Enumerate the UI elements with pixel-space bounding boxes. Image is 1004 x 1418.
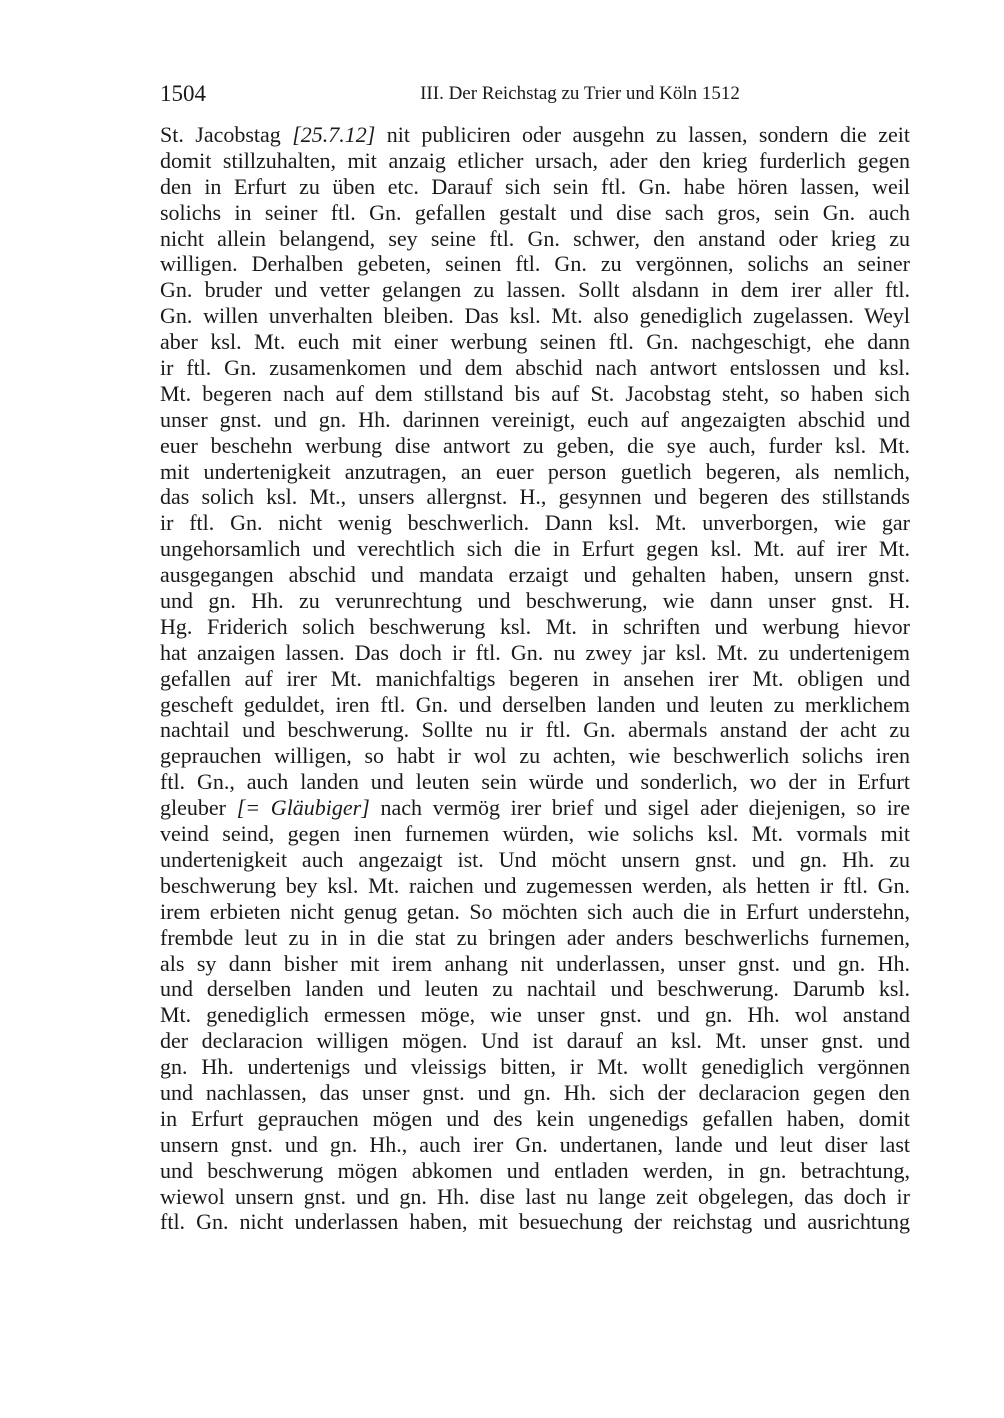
line-text: das solich ksl. Mt., unsers allergnst. H., gesynnen und begeren des stillstands bbox=[160, 484, 910, 510]
line-text: nach vermög irer brief und sigel ader diejenigen, so ire bbox=[369, 795, 911, 821]
line-text: unsern gnst. und gn. Hh., auch irer Gn. undertanen, lande und leut diser last bbox=[160, 1131, 910, 1157]
line-text: solichs in seiner ftl. Gn. gefallen gestalt und dise sach gros, sein Gn. auch bbox=[160, 199, 910, 225]
line-text: gescheft geduldet, iren ftl. Gn. und derselben landen und leuten zu merklichem bbox=[160, 691, 910, 717]
line-text: als sy dann bisher mit irem anhang nit underlassen, unser gnst. und gn. Hh. bbox=[160, 950, 910, 976]
line-text: wiewol unsern gnst. und gn. Hh. dise last nu lange zeit obgelegen, das doch ir bbox=[160, 1183, 910, 1209]
line-text: gleuber bbox=[160, 795, 237, 821]
text-line bbox=[160, 795, 910, 821]
line-text: in Erfurt geprauchen mögen und des kein ungenedigs gefallen haben, domit bbox=[160, 1105, 910, 1131]
line-text: und derselben landen und leuten zu nachtail und beschwerung. Darumb ksl. bbox=[160, 976, 910, 1002]
line-text: willigen. Derhalben gebeten, seinen ftl. Gn. zu vergönnen, solichs an seiner bbox=[160, 251, 910, 277]
text-line bbox=[160, 433, 910, 459]
text-line bbox=[160, 226, 910, 252]
editorial-note: [= Gläubiger] bbox=[236, 795, 370, 821]
line-text: frembde leut zu in in die stat zu bringen ader anders beschwerlichs furnemen, bbox=[160, 924, 910, 950]
text-line bbox=[160, 1106, 910, 1132]
running-header bbox=[160, 80, 910, 108]
text-line bbox=[160, 122, 910, 148]
text-line bbox=[160, 666, 910, 692]
line-text: ftl. Gn. nicht underlassen haben, mit besuechung der reichstag und ausrichtung bbox=[160, 1209, 910, 1235]
line-text: ir ftl. Gn. zusamenkomen und dem abschid nach antwort entslossen und ksl. bbox=[160, 355, 910, 381]
text-line bbox=[160, 174, 910, 200]
text-line bbox=[160, 303, 910, 329]
line-text: und nachlassen, das unser gnst. und gn. Hh. sich der declaracion gegen den bbox=[160, 1079, 910, 1105]
text-line bbox=[160, 692, 910, 718]
line-text: nicht allein belangend, sey seine ftl. Gn. schwer, den anstand oder krieg zu bbox=[160, 225, 910, 251]
line-text: ungehorsamlich und verechtlich sich die in Erfurt gegen ksl. Mt. auf irer Mt. bbox=[160, 536, 910, 562]
text-line bbox=[160, 1158, 910, 1184]
line-text: irem erbieten nicht genug getan. So möchten sich auch die in Erfurt understehn, bbox=[160, 898, 910, 924]
line-text: der declaracion willigen mögen. Und ist darauf an ksl. Mt. unser gnst. und bbox=[160, 1028, 910, 1054]
text-line bbox=[160, 484, 910, 510]
line-text: nit publiciren oder ausgehn zu lassen, sondern die zeit bbox=[375, 122, 910, 147]
line-text: undertenigkeit auch angezaigt ist. Und möcht unsern gnst. und gn. Hh. zu bbox=[160, 846, 910, 872]
text-line bbox=[160, 277, 910, 303]
line-text: Mt. genediglich ermessen möge, wie unser gnst. und gn. Hh. wol anstand bbox=[160, 1002, 910, 1028]
line-text: veind seind, gegen inen furnemen würden, wie solichs ksl. Mt. vormals mit bbox=[160, 821, 910, 847]
line-text: St. Jacobstag bbox=[160, 122, 293, 147]
line-text: den in Erfurt zu üben etc. Darauf sich sein ftl. Gn. habe hören lassen, weil bbox=[160, 173, 910, 199]
line-text: und beschwerung mögen abkomen und entladen werden, in gn. betrachtung, bbox=[160, 1157, 910, 1183]
line-text: Gn. willen unverhalten bleiben. Das ksl. Mt. also genediglich zugelassen. Weyl bbox=[160, 303, 910, 329]
text-line bbox=[160, 951, 910, 977]
line-text: und gn. Hh. zu verunrechtung und beschwerung, wie dann unser gnst. H. bbox=[160, 588, 910, 614]
text-line bbox=[160, 1028, 910, 1054]
line-text: unser gnst. und gn. Hh. darinnen vereinigt, euch auf angezaigten abschid und bbox=[160, 406, 910, 432]
line-text: ftl. Gn., auch landen und leuten sein würde und sonderlich, wo der in Erfurt bbox=[160, 769, 910, 795]
text-line bbox=[160, 899, 910, 925]
text-line bbox=[160, 717, 910, 743]
line-text: Hg. Friderich solich beschwerung ksl. Mt. in schriften und werbung hievor bbox=[160, 613, 910, 639]
text-line bbox=[160, 1002, 910, 1028]
line-text: beschwerung bey ksl. Mt. raichen und zugemessen werden, als hetten ir ftl. Gn. bbox=[160, 872, 910, 898]
text-line bbox=[160, 251, 910, 277]
text-line bbox=[160, 329, 910, 355]
text-line bbox=[160, 743, 910, 769]
text-line bbox=[160, 821, 910, 847]
line-text: gefallen auf irer Mt. manichfaltigs begeren in ansehen irer Mt. obligen und bbox=[160, 665, 910, 691]
line-text: Mt. begeren nach auf dem stillstand bis auf St. Jacobstag steht, so haben sich bbox=[160, 380, 910, 406]
editorial-note: [25.7.12] bbox=[292, 122, 376, 147]
line-text: domit stillzuhalten, mit anzaig etlicher ursach, ader den krieg furderlich gegen bbox=[160, 147, 910, 173]
line-text: gn. Hh. undertenigs und vleissigs bitten, ir Mt. wollt genediglich vergönnen bbox=[160, 1054, 910, 1080]
text-line bbox=[160, 588, 910, 614]
text-line bbox=[160, 769, 910, 795]
text-line bbox=[160, 148, 910, 174]
text-line bbox=[160, 873, 910, 899]
text-line bbox=[160, 614, 910, 640]
text-line bbox=[160, 510, 910, 536]
line-text: geprauchen willigen, so habt ir wol zu achten, wie beschwerlich solichs iren bbox=[160, 743, 910, 769]
text-line bbox=[160, 1054, 910, 1080]
text-line bbox=[160, 200, 910, 226]
line-text: ir ftl. Gn. nicht wenig beschwerlich. Dann ksl. Mt. unverborgen, wie gar bbox=[160, 510, 910, 536]
running-title: III. Der Reichstag zu Trier und Köln 1512 bbox=[420, 83, 740, 104]
text-line bbox=[160, 381, 910, 407]
text-line bbox=[160, 562, 910, 588]
text-line bbox=[160, 407, 910, 433]
text-line bbox=[160, 1209, 910, 1235]
text-line bbox=[160, 640, 910, 666]
line-text: Gn. bruder und vetter gelangen zu lassen. Sollt alsdann in dem irer aller ftl. bbox=[160, 277, 910, 303]
line-text: hat anzaigen lassen. Das doch ir ftl. Gn. nu zwey jar ksl. Mt. zu undertenigem bbox=[160, 639, 910, 665]
text-line bbox=[160, 536, 910, 562]
text-line bbox=[160, 925, 910, 951]
line-text: mit undertenigkeit anzutragen, an euer person guetlich begeren, als nemlich, bbox=[160, 458, 910, 484]
text-line bbox=[160, 847, 910, 873]
body-text bbox=[160, 122, 910, 1235]
line-text: ausgegangen abschid und mandata erzaigt und gehalten haben, unsern gnst. bbox=[160, 562, 910, 588]
line-text: nachtail und beschwerung. Sollte nu ir ftl. Gn. abermals anstand der acht zu bbox=[160, 717, 910, 743]
line-text: euer beschehn werbung dise antwort zu geben, die sye auch, furder ksl. Mt. bbox=[160, 432, 910, 458]
line-text: aber ksl. Mt. euch mit einer werbung seinen ftl. Gn. nachgeschigt, ehe dann bbox=[160, 329, 910, 355]
text-line bbox=[160, 1132, 910, 1158]
text-line bbox=[160, 976, 910, 1002]
text-line bbox=[160, 459, 910, 485]
text-line bbox=[160, 1184, 910, 1210]
page-number: 1504 bbox=[160, 81, 206, 106]
text-line bbox=[160, 1080, 910, 1106]
text-line bbox=[160, 355, 910, 381]
